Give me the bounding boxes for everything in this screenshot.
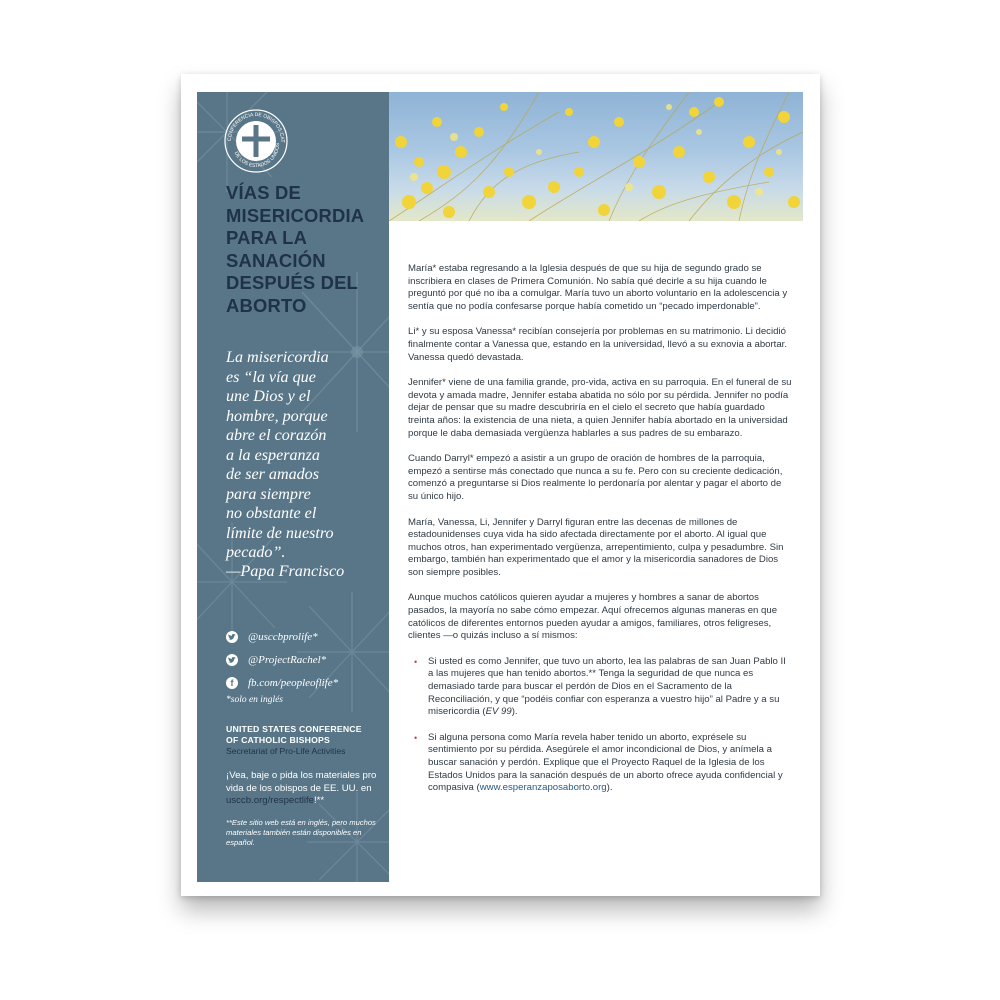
bullet-text-end: ). xyxy=(511,706,518,718)
org-name xyxy=(226,724,386,746)
flyer-page xyxy=(181,74,820,896)
paragraph: Aunque muchos católicos quieren ayudar a mujeres y hombres a sanar de abortos pasados, la mayoría no sabe cómo empezar. Aquí ofrecemos algunas maneras en que católicos de diferentes entornos pueden ayudar a amigos, familiares, otros feligreses, clientes —o quizás incluso a sí mismos: xyxy=(408,592,778,642)
quote-line: para siempre xyxy=(226,485,311,503)
flowers-illustration xyxy=(389,92,803,221)
quote-line: a la esperanza xyxy=(226,446,320,464)
main-content xyxy=(408,263,793,808)
svg-text:CONFERENCIA DE OBISPOS CATÓLIC: CONFERENCIA DE OBISPOS CAT xyxy=(226,111,286,143)
title-line: VÍAS DE xyxy=(226,182,301,203)
cta-text: ¡Vea, baje o pida los materiales pro vida de los obispos de EE. UU. en xyxy=(226,770,377,794)
bullet-text: Si alguna persona como María revela haber tenido un aborto, exprésele su sentimiento por su pérdida. Asegúrele el amor incondicional de Dios, y anímela a buscar sanación y perdón. Explique que el Proyecto Raquel de la Iglesia de los Estados Unidos para la sanación después de un aborto ofrece ayuda confidencial y compasiva ( xyxy=(428,731,783,794)
materials-cta xyxy=(226,770,384,808)
sidebar xyxy=(197,92,389,882)
usccb-logo xyxy=(223,108,289,174)
paragraph: María, Vanessa, Li, Jennifer y Darryl figuran entre las decenas de millones de estadounidenses cuya vida ha sido afectada directamente por el aborto. Al igual que muchos otros, han experimentado vergüenza, arrepentimiento, culpa y pesadumbre. Sin embargo, también han experimentado que el amor y la misericordia sanadores de Dios son siempre posibles. xyxy=(408,516,784,578)
org-line: UNITED STATES CONFERENCE xyxy=(226,724,362,734)
bullet-icon: • xyxy=(414,732,418,743)
org-line: OF CATHOLIC BISHOPS xyxy=(226,735,331,745)
social-link-twitter-projectrachel[interactable] xyxy=(226,651,376,669)
bullet-text-end: ). xyxy=(606,782,613,794)
quote-line: une Dios y el xyxy=(226,388,311,405)
yellow-flowers-photo xyxy=(389,92,803,221)
title-line: ABORTO xyxy=(226,294,307,316)
paragraph: María* estaba regresando a la Iglesia después de que su hija de segundo grado se inscribiera en clases de Primera Comunión. No sabía qué decirle a su hija cuando le preguntó por qué no iba a comulgar. María tuvo un aborto voluntario en la adolescencia y sentía que no podía confesarse porque había cometido un “pecado imperdonable”. xyxy=(408,263,788,312)
english-only-note: *solo en inglés xyxy=(226,695,283,705)
social-handle: fb.com/peopleoflife* xyxy=(248,677,339,689)
social-handle: @usccbprolife* xyxy=(248,631,318,643)
page-title xyxy=(226,182,388,317)
title-line: DESPUÉS DEL xyxy=(226,272,358,293)
quote-line: de ser amados xyxy=(226,466,319,483)
quote-line: límite de nuestro xyxy=(226,524,334,542)
twitter-icon xyxy=(226,654,238,666)
pope-quote xyxy=(226,348,376,563)
respectlife-link[interactable]: usccb.org/respectlife xyxy=(226,795,314,807)
twitter-icon xyxy=(226,631,238,643)
facebook-icon: f xyxy=(226,677,238,689)
quote-line: es “la vía que xyxy=(226,368,316,386)
cta-text-end: !** xyxy=(313,795,325,807)
footnote: **Este sitio web está en inglés, pero muchos materiales también están disponibles en español. xyxy=(226,818,376,847)
org-subtitle: Secretariat of Pro-Life Activities xyxy=(226,746,346,756)
social-link-twitter-usccbprolife[interactable] xyxy=(226,628,376,646)
social-link-facebook[interactable] xyxy=(226,674,376,692)
quote-line: hombre, porque xyxy=(226,407,328,425)
quote-author: —Papa Francisco xyxy=(226,562,345,580)
svg-text:DE LOS ESTADOS UNIDOS: DE LOS ESTADOS UNIDOS xyxy=(232,142,282,170)
quote-line: abre el corazón xyxy=(226,427,327,444)
quote-line: La misericordia xyxy=(226,349,329,366)
quote-line: no obstante el xyxy=(226,505,317,522)
list-item xyxy=(408,656,793,719)
paragraph: Jennifer* viene de una familia grande, pro-vida, activa en su parroquia. En el funeral de su devota y amada madre, Jennifer estaba abatida no sólo por su pérdida. Jennifer no podía dejar de pensar que su madre descubriría en el cielo el secreto que había guardado treinta años: la existencia de una nieta, a quien Jennifer había abortado en la universidad porque le daba demasiada vergüenza hablarles a sus padres de su embarazo. xyxy=(408,377,792,439)
title-line: PARA LA xyxy=(226,227,308,248)
quote-line: pecado”. xyxy=(226,544,286,561)
bullet-icon: • xyxy=(414,656,418,667)
social-handle: @ProjectRachel* xyxy=(248,654,327,666)
paragraph: Li* y su esposa Vanessa* recibían consejería por problemas en su matrimonio. Li decidió finalmente contar a Vanessa que, estando en la universidad, llevó a su exnovia a abortar. Vanessa quedó devastada. xyxy=(408,326,788,363)
esperanza-link[interactable]: www.esperanzaposaborto.org xyxy=(479,782,607,794)
title-line: MISERICORDIA xyxy=(226,204,365,226)
paragraph: Cuando Darryl* empezó a asistir a un grupo de oración de hombres de la parroquia, empezó a sentirse más conectado que nunca a su fe. Pero con su creciente dedicación, comenzó a preguntarse si Dios realmente lo perdonaría por alentar y pagar el aborto de su único hijo. xyxy=(408,453,783,502)
list-item xyxy=(408,732,793,795)
bullet-text: Si usted es como Jennifer, que tuvo un aborto, lea las palabras de san Juan Pablo II a las mujeres que han tenido abortos.** Tenga la seguridad de que nunca es demasiado tarde para buscar el perdón de Dios en el Sacramento de la Reconciliación, y que “podéis confiar con esperanza a vuestro hijo” al Padre y a su misericordia ( xyxy=(428,655,786,718)
title-line: SANACIÓN xyxy=(226,249,326,271)
encyclical-ref: EV 99 xyxy=(485,706,512,718)
